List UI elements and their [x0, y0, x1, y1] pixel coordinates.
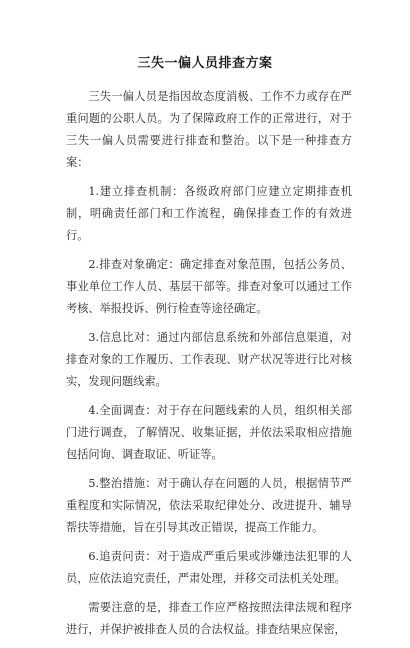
paragraph-establish-mechanism: 1.建立排查机制：各级政府部门应建立定期排查机制，明确责任部门和工作流程，确保排查工作的有效进行。	[66, 185, 352, 242]
paragraph-determine-targets: 2.排查对象确定：确定排查对象范围，包括公务员、事业单位工作人员、基层干部等。排查对象可以通过工作考核、举报投诉、例行检查等途径确定。	[66, 258, 352, 315]
paragraph-accountability: 6.追责问责：对于造成严重后果或涉嫌违法犯罪的人员，应依法追究责任，严肃处理，并移交司法机关处理。	[66, 550, 352, 585]
paragraph-notes: 需要注意的是，排查工作应严格按照法律法规和程序进行，并保护被排查人员的合法权益。排查结果应保密，	[66, 601, 352, 636]
document-title: 三失一偏人员排查方案	[137, 56, 273, 71]
paragraph-rectification-measures: 5.整治措施：对于确认存在问题的人员，根据情节严重程度和实际情况，依法采取纪律处分、改进提升、辅导帮扶等措施，旨在引导其改正错误，提高工作能力。	[66, 477, 352, 534]
paragraph-information-comparison: 3.信息比对：通过内部信息系统和外部信息渠道，对排查对象的工作履历、工作表现、财产状况等进行比对核实，发现问题线索。	[66, 331, 352, 388]
document-body	[66, 86, 352, 648]
paragraph-full-investigation: 4.全面调查：对于存在问题线索的人员，组织相关部门进行调查，了解情况、收集证据，并依法采取相应措施包括问询、调查取证、听证等。	[66, 404, 352, 461]
intro-paragraph: 三失一偏人员是指因故态度消极、工作不力或存在严重问题的公职人员。为了保障政府工作的正常进行，对于三失一偏人员需要进行排查和整治。以下是一种排查方案：	[66, 90, 352, 169]
